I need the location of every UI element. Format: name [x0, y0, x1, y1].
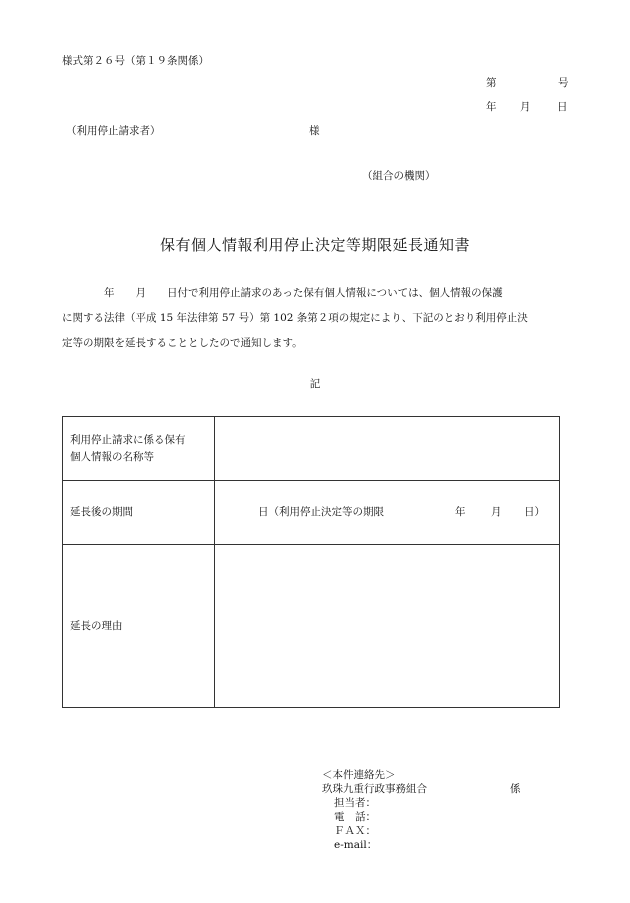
form-number: 様式第２６号（第１９条関係）: [62, 55, 209, 67]
info-name-value: [215, 417, 560, 481]
reason-label: 延長の理由: [63, 545, 215, 708]
info-name-label-line: 個人情報の名称等: [70, 450, 154, 463]
date-month: 月: [520, 101, 531, 113]
document-date: [486, 99, 568, 114]
contact-fax: ＦＡＸ：: [334, 825, 376, 837]
table-row: [63, 417, 560, 481]
body-line: 定等の期限を延長することとしたので通知します。: [62, 337, 303, 349]
issuer: （組合の機関）: [362, 170, 436, 182]
recipient: （利用停止請求者）: [66, 125, 161, 137]
honorific: 様: [309, 125, 320, 137]
contact-header: ＜本件連絡先＞: [322, 769, 396, 781]
contact-phone: 電 話：: [334, 811, 376, 823]
body-line: 年 月 日付で利用停止請求のあった保有個人情報については、個人情報の保護: [62, 287, 503, 299]
period-value: [215, 481, 560, 545]
document-number-prefix: 第: [486, 77, 497, 89]
document-number: [486, 75, 569, 90]
document-number-suffix: 号: [558, 77, 569, 89]
contact-email: e-mail：: [334, 839, 378, 851]
body-line: に関する法律（平成 15 年法律第 57 号）第 102 条第２項の規定により、下記のとおり利用停止決: [62, 312, 528, 324]
body-text: [62, 281, 574, 356]
info-name-label-line: 利用停止請求に係る保有: [70, 433, 186, 446]
info-name-label: [63, 417, 215, 481]
contact-section: 係: [510, 783, 521, 795]
contact-org: 玖珠九重行政事務組合: [322, 783, 427, 795]
reason-value: [215, 545, 560, 708]
period-year: 年: [455, 506, 466, 518]
period-day-text: 日（利用停止決定等の期限: [258, 506, 384, 518]
date-day: 日: [557, 101, 568, 113]
period-day-close: 日）: [524, 506, 545, 518]
date-year: 年: [486, 101, 497, 113]
document-title: 保有個人情報利用停止決定等期限延長通知書: [159, 236, 470, 254]
details-table: [62, 416, 560, 708]
period-label: 延長後の期間: [63, 481, 215, 545]
table-row: [63, 481, 560, 545]
contact-person: 担当者：: [334, 797, 376, 809]
table-row: [63, 545, 560, 708]
ki-heading: 記: [309, 378, 321, 390]
contact-block: [322, 768, 521, 852]
period-month: 月: [491, 506, 502, 518]
